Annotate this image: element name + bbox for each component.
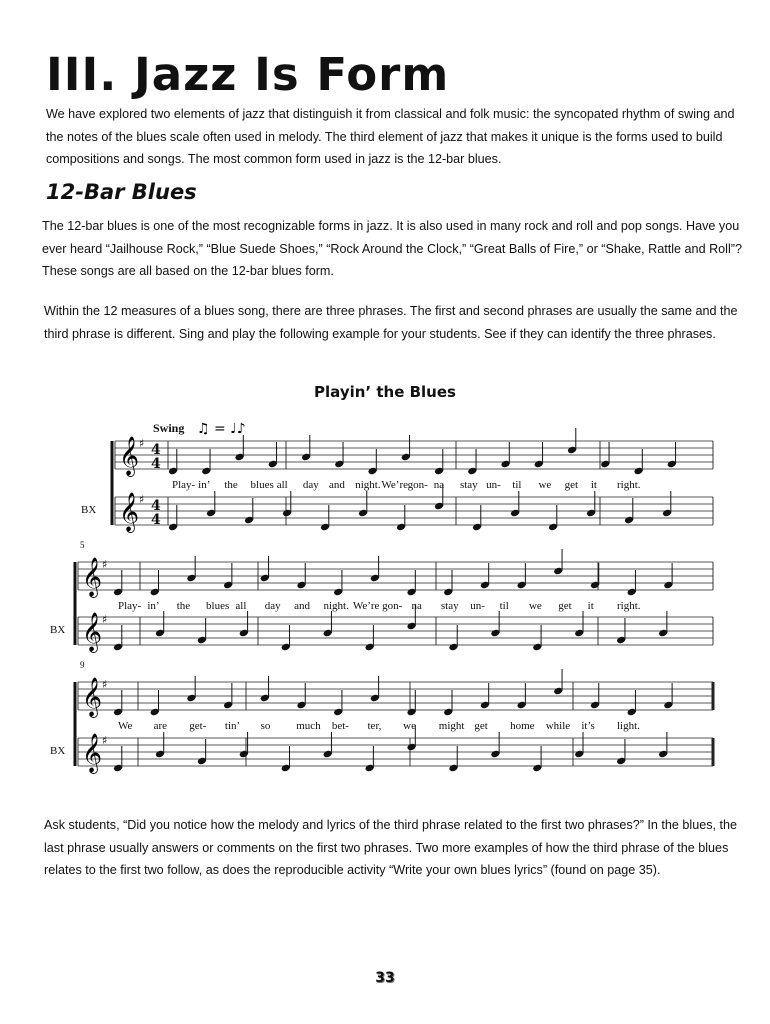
lyric-syllable: it — [590, 479, 597, 491]
lyric-syllable: gon- — [382, 600, 403, 612]
section-heading: 12-Bar Blues — [46, 180, 197, 204]
section-paragraph-1: The 12-bar blues is one of the most recognizable forms in jazz. It is also used in many rock and roll and pop songs. Have you ever heard “Jailhouse Rock,” “Blue Suede Shoes,” “Rock Around the Clock,” “Great Balls of Fire,” or “Shake, Rattle and Roll”? These songs are all based on the 12-bar blues form. — [42, 219, 742, 278]
lyric-syllable: bet- — [331, 720, 349, 732]
lyric-syllable: We — [118, 720, 133, 732]
lyric-syllable: in’ — [147, 600, 160, 612]
music-title: Playin’ the Blues — [314, 383, 456, 401]
sharp-icon: ♯ — [139, 493, 145, 506]
sharp-icon: ♯ — [102, 558, 108, 571]
lyric-syllable: and — [329, 479, 345, 491]
bx-label: BX — [50, 745, 66, 757]
lyric-syllable: night. — [355, 479, 381, 491]
lyric-syllable: all — [235, 600, 247, 612]
lyric-syllable: get — [558, 600, 572, 612]
lyric-syllable: it — [587, 600, 594, 612]
treble-clef-icon: 𝄞 — [82, 677, 103, 717]
lyric-syllable: we — [538, 479, 552, 491]
tempo-marking: Swing — [153, 421, 185, 435]
lyric-syllable: til — [512, 479, 522, 491]
lyric-syllable: are — [153, 720, 168, 732]
lyric-syllable: ter, — [367, 720, 382, 732]
lyric-syllable: day — [302, 479, 319, 491]
sharp-icon: ♯ — [102, 613, 108, 626]
lyric-syllable: blues — [206, 600, 230, 612]
lyric-syllable: get- — [189, 720, 207, 732]
treble-clef-icon: 𝄞 — [119, 492, 140, 532]
lyric-syllable: we — [528, 600, 542, 612]
sharp-icon: ♯ — [102, 734, 108, 747]
lyric-syllable: the — [176, 600, 191, 612]
lyric-syllable: un- — [486, 479, 501, 491]
time-signature-bottom: 4 — [151, 512, 161, 528]
lyric-syllable: it’s — [581, 720, 595, 732]
section-paragraph-2: Within the 12 measures of a blues song, there are three phrases. The first and second phrases are usually the same and the third phrase is different. Sing and play the following example for your students. See if they can identify the three phrases. — [44, 304, 738, 341]
lyric-syllable: un- — [470, 600, 485, 612]
time-signature-bottom: 4 — [151, 456, 161, 472]
bx-label: BX — [50, 624, 66, 636]
time-signature-top: 4 — [151, 442, 161, 458]
lyric-syllable: tin’ — [224, 720, 241, 732]
bx-label: BX — [81, 504, 97, 516]
lyric-syllable: while — [545, 720, 571, 732]
lyric-syllable: Play- — [172, 479, 196, 491]
lyric-syllable: day — [264, 600, 281, 612]
lyric-syllable: til — [499, 600, 509, 612]
treble-clef-icon: 𝄞 — [82, 557, 103, 597]
intro-paragraph: We have explored two elements of jazz that distinguish it from classical and folk music: the syncopated rhythm of swing and the notes of the blues scale often used in melody. The third element of jazz that makes it unique is the forms used to build compositions and songs. The most common form used in jazz is the 12-bar blues. — [46, 107, 735, 166]
measure-number: 9 — [80, 660, 85, 670]
measure-number: 5 — [80, 540, 85, 550]
lyric-syllable: get — [564, 479, 579, 491]
page-number: 33 — [375, 970, 395, 986]
lyric-syllable: We’re — [352, 600, 380, 612]
sharp-icon: ♯ — [139, 437, 145, 450]
lyric-syllable: blues — [250, 479, 274, 491]
lyric-syllable: stay — [440, 600, 459, 612]
treble-clef-icon: 𝄞 — [82, 612, 103, 652]
lyric-syllable: in’ — [198, 479, 211, 491]
lyric-syllable: light. — [617, 720, 640, 732]
closing-paragraph: Ask students, “Did you notice how the melody and lyrics of the third phrase related to the first two phrases?” In the blues, the last phrase usually answers or comments on the first two phrases. Two more examples of how the third phrase of the blues relates to the first two follow, as does the reproducible activity “Write your own blues lyrics” (found on page 35). — [44, 818, 738, 877]
swing-eighths-icon: ♫ = ♩♪ — [197, 421, 246, 437]
sharp-icon: ♯ — [102, 678, 108, 691]
lyric-syllable: the — [224, 479, 238, 491]
lyric-syllable: Play- — [118, 600, 142, 612]
lyric-syllable: get — [474, 720, 488, 732]
lyric-syllable: na — [411, 600, 422, 612]
page-title: III. Jazz Is Form — [46, 48, 450, 101]
lyric-syllable: home — [510, 720, 535, 732]
lyric-syllable: We’re — [381, 479, 409, 491]
lyric-syllable: and — [294, 600, 311, 612]
treble-clef-icon: 𝄞 — [82, 733, 103, 773]
time-signature-top: 4 — [151, 498, 161, 514]
lyric-syllable: all — [276, 479, 288, 491]
lyric-syllable: so — [260, 720, 271, 732]
lyric-syllable: much — [296, 720, 321, 732]
music-score — [0, 400, 770, 800]
lyric-syllable: right. — [617, 600, 641, 612]
treble-clef-icon: 𝄞 — [119, 436, 140, 476]
lyric-syllable: gon- — [407, 479, 428, 491]
lyric-syllable: night. — [323, 600, 349, 612]
lyric-syllable: right. — [617, 479, 641, 491]
lyric-syllable: might — [438, 720, 465, 732]
lyric-syllable: we — [403, 720, 416, 732]
lyric-syllable: stay — [459, 479, 478, 491]
lyric-syllable: na — [433, 479, 445, 491]
